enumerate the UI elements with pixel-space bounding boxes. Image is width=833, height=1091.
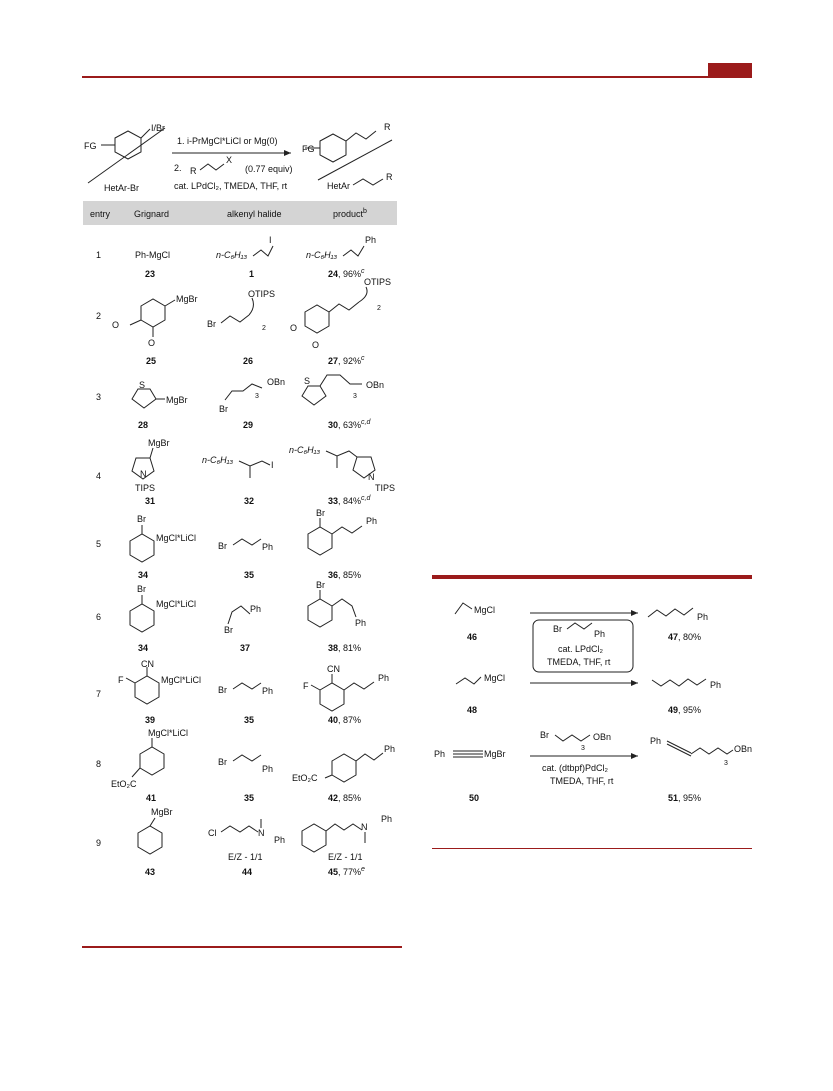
p-label-7: 40, 87%: [328, 715, 362, 725]
table-row-4: [96, 438, 395, 506]
scheme-row-3: [434, 730, 752, 803]
halide-6: Br: [224, 625, 233, 635]
halide-3: Br: [219, 404, 228, 414]
prod-sub-6: Ph: [355, 618, 367, 628]
halide-sub-7: Ph: [262, 686, 274, 696]
prod-1: n-C₆H₁₃: [306, 250, 338, 260]
grignard-6: MgCl*LiCl: [156, 599, 197, 609]
h-num-3: 29: [243, 420, 254, 430]
h-num-4: 32: [244, 496, 255, 506]
prod-sub-1: Ph: [365, 235, 377, 245]
prod-sub-7: Ph: [378, 673, 390, 683]
s3-sm-ph: Ph: [434, 749, 446, 759]
prod-3: OBn: [366, 380, 385, 390]
halide-sub-6: Ph: [250, 604, 262, 614]
grignard-1: Ph-MgCl: [135, 250, 171, 260]
g7-f: F: [118, 675, 124, 685]
scheme-right-fg: FG: [302, 144, 315, 154]
p-label-3: 30, 63%$^{c,d}$: [328, 419, 371, 430]
h-num-9: 44: [242, 867, 253, 877]
g-num-3: 28: [138, 420, 149, 430]
table-row-6: [96, 580, 366, 653]
p-label-8: 42, 85%: [328, 793, 362, 803]
s3-obn: OBn: [593, 732, 612, 742]
s3-cond: TMEDA, THF, rt: [550, 776, 614, 786]
entry-8: 8: [96, 759, 102, 769]
s3-prod-label: 51, 95%: [668, 793, 702, 803]
prod-sub-5: Ph: [366, 516, 378, 526]
halide-idx-3: 3: [255, 393, 259, 400]
h-num-5: 35: [244, 570, 255, 580]
s1-sm-num: 46: [467, 632, 478, 642]
entry-3: 3: [96, 392, 102, 402]
s2-prod: Ph: [710, 680, 722, 690]
col-product: product$^b$: [333, 208, 367, 219]
h-num-1: 1: [249, 269, 255, 279]
box-cat: cat. LPdCl₂: [558, 644, 604, 654]
halide-sub-9: N: [258, 828, 265, 838]
scheme-cond2-num: 2.: [174, 163, 182, 173]
halide-7: Br: [218, 685, 227, 695]
grignard-7: MgCl*LiCl: [161, 675, 202, 685]
scheme-cond3: cat. LPdCl₂, TMEDA, THF, rt: [174, 181, 288, 191]
halide-sub-2: OTIPS: [248, 289, 276, 299]
scheme-row-2: [456, 673, 721, 715]
grignard-8: MgCl*LiCl: [148, 728, 189, 738]
prod-sub-8: Ph: [384, 744, 396, 754]
scheme-right-hetar: HetAr: [327, 181, 351, 191]
p-label-2: 27, 92%$^c$: [328, 355, 365, 366]
prod-4: n-C₆H₁₃: [289, 445, 321, 455]
prod-7: CN: [327, 664, 340, 674]
halide-ph-9: Ph: [274, 835, 286, 845]
g-num-2: 25: [146, 356, 157, 366]
halide-5: Br: [218, 541, 227, 551]
s1-prod: Ph: [697, 612, 709, 622]
g-num-9: 43: [145, 867, 156, 877]
prod-9: N: [361, 822, 368, 832]
h-num-7: 35: [244, 715, 255, 725]
halide-1: n-C₆H₁₃: [216, 250, 248, 260]
prod-2: OTIPS: [364, 277, 392, 287]
prod-8: EtO₂C: [292, 773, 318, 783]
entry-5: 5: [96, 539, 102, 549]
scheme-left-fg: FG: [84, 141, 97, 151]
scheme-left-hetar: HetAr-Br: [104, 183, 140, 193]
table-scheme: [84, 122, 393, 193]
s3-sm-mg: MgBr: [484, 749, 506, 759]
halide-2: Br: [207, 319, 216, 329]
table-row-8: [96, 728, 395, 803]
col-halide: alkenyl halide: [227, 209, 282, 219]
entry-1: 1: [96, 250, 102, 260]
s3-idx: 3: [581, 745, 585, 752]
g-num-5: 34: [138, 570, 149, 580]
g7-cn: CN: [141, 659, 154, 669]
p-label-6: 38, 81%: [328, 643, 362, 653]
g-num-6: 34: [138, 643, 149, 653]
s3-br: Br: [540, 730, 549, 740]
grignard-3: MgBr: [166, 395, 188, 405]
s2-sm-num: 48: [467, 705, 478, 715]
s3-prod-idx: 3: [724, 760, 728, 767]
prod-f-7: F: [303, 681, 309, 691]
scheme-left-sub: I/Br: [151, 123, 166, 133]
grignard-4: MgBr: [148, 438, 170, 448]
g4-tips: TIPS: [135, 483, 156, 493]
scheme-bottom-rule: [432, 848, 752, 849]
entry-9: 9: [96, 838, 102, 848]
h-num-6: 37: [240, 643, 251, 653]
s2-prod-label: 49, 95%: [668, 705, 702, 715]
halide-sub-4: I: [271, 460, 274, 470]
grignard-5: MgCl*LiCl: [156, 533, 197, 543]
halide-idx-2: 2: [262, 325, 266, 332]
scheme-top-rule: [432, 575, 752, 579]
p-label-4: 33, 84%$^{c,d}$: [328, 495, 371, 506]
table-row-2: [96, 277, 391, 366]
prod-sub-2: 2: [377, 305, 381, 312]
h-num-2: 26: [243, 356, 254, 366]
g2-o2: O: [148, 338, 156, 348]
s3-cat: cat. (dtbpf)PdCl₂: [542, 763, 609, 773]
grignard-2: MgBr: [176, 294, 198, 304]
halide-9: Cl: [208, 828, 217, 838]
table-row-5: [96, 508, 377, 580]
halide-sub-1: I: [269, 235, 272, 245]
col-entry: entry: [90, 209, 111, 219]
halide-sub-5: Ph: [262, 542, 274, 552]
scheme-cond2-r: R: [190, 166, 197, 176]
g6-br: Br: [137, 584, 146, 594]
halide-sub-3: OBn: [267, 377, 286, 387]
s2-sm: MgCl: [484, 673, 506, 683]
scheme-condition-box: [533, 620, 633, 672]
prod-6: Br: [316, 580, 325, 590]
g8-e: EtO₂C: [111, 779, 137, 789]
entry-4: 4: [96, 471, 102, 481]
g4-n: N: [140, 469, 147, 479]
table-row-3: [96, 375, 384, 430]
box-cond: TMEDA, THF, rt: [547, 657, 611, 667]
entry-2: 2: [96, 311, 102, 321]
scheme-cond2-x: X: [226, 155, 233, 165]
prod-sub-4: TIPS: [375, 483, 396, 493]
scheme-right-r2: R: [386, 172, 393, 182]
entry-6: 6: [96, 612, 102, 622]
col-grignard: Grignard: [134, 209, 170, 219]
prod-n-4: N: [368, 472, 375, 482]
g-num-7: 39: [145, 715, 156, 725]
g2-o1: O: [112, 320, 120, 330]
s3-prod-ph: Ph: [650, 736, 662, 746]
prod-sub-9: Ph: [381, 814, 393, 824]
scheme-row-1: [455, 603, 708, 642]
prod-5: Br: [316, 508, 325, 518]
p-label-5: 36, 85%: [328, 570, 362, 580]
grignard-9: MgBr: [151, 807, 173, 817]
g-num-1: 23: [145, 269, 156, 279]
g-num-4: 31: [145, 496, 156, 506]
prod-sub-3: 3: [353, 393, 357, 400]
box-br: Br: [553, 624, 562, 634]
scheme-cond1: 1. i-PrMgCl*LiCl or Mg(0): [177, 136, 278, 146]
p-label-1: 24, 96%$^c$: [328, 268, 365, 279]
table-bottom-rule: [82, 946, 402, 948]
halide-ez-9: E/Z - 1/1: [228, 852, 263, 862]
g5-br: Br: [137, 514, 146, 524]
h-num-8: 35: [244, 793, 255, 803]
table-row-1: [96, 235, 376, 279]
g3-s: S: [139, 380, 146, 390]
table-row-9: [96, 807, 392, 877]
s1-prod-label: 47, 80%: [668, 632, 702, 642]
g-num-8: 41: [146, 793, 157, 803]
entry-7: 7: [96, 689, 102, 699]
s3-prod-obn: OBn: [734, 744, 753, 754]
halide-sub-8: Ph: [262, 764, 274, 774]
prod-ez-9: E/Z - 1/1: [328, 852, 363, 862]
svg-text:O: O: [290, 323, 298, 333]
prod-s-3: S: [304, 376, 311, 386]
box-ph: Ph: [594, 629, 606, 639]
halide-8: Br: [218, 757, 227, 767]
svg-text:O: O: [312, 340, 320, 350]
scheme-cond2-eq: (0.77 equiv): [245, 164, 293, 174]
s3-sm-num: 50: [469, 793, 480, 803]
s1-sm: MgCl: [474, 605, 496, 615]
table-row-7: [96, 659, 389, 725]
halide-4: n-C₆H₁₃: [202, 455, 234, 465]
scheme-right-r: R: [384, 122, 391, 132]
p-label-9: 45, 77%$^e$: [328, 866, 365, 877]
